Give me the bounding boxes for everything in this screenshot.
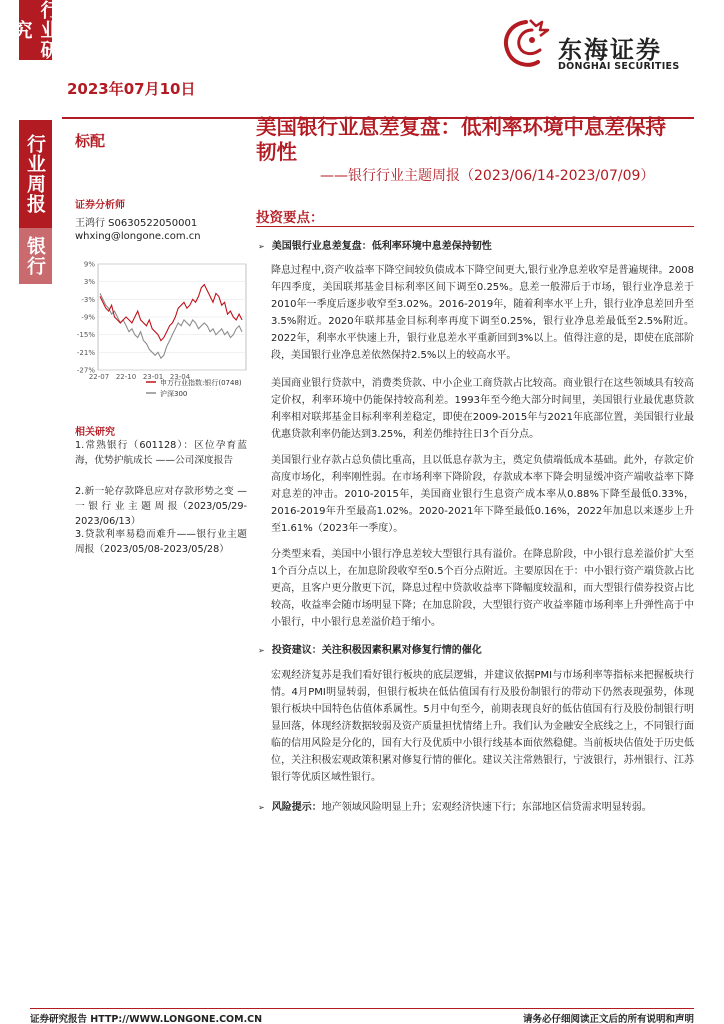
- paragraph: 分类型来看，美国中小银行净息差较大型银行具有溢价。在降息阶段，中小银行息差溢价扩大至1个百分点以上，在加息阶段收窄至0.5个百分点附近。主要原因在于：中小银行资产端贷款占比更高，且客户更分散更下沉，降息过程中贷款收益率下降幅度较温和，而大型银行债券投资占比较高，收益率会随市场明显下降；在加息阶段，大型银行资产收益率随市场利率上升弹性高于中小银行，中小银行息差溢价趋于缩小。: [271, 549, 694, 628]
- side-tab-industry-weekly: 行业周报: [19, 120, 52, 228]
- bullet-heading: 风险提示：: [271, 802, 322, 813]
- y-tick-label: -27%: [76, 366, 95, 375]
- legend-label-bank: 申万行业指数:银行(0748): [160, 379, 242, 387]
- series-line-bank: [100, 285, 242, 341]
- y-tick-label: -3%: [81, 295, 95, 304]
- y-tick-label: 9%: [83, 260, 95, 269]
- risk-text: 地产领域风险明显上升；宏观经济快速下行；东部地区信贷需求明显转弱。: [321, 802, 652, 813]
- key-points-divider: [256, 226, 694, 227]
- x-tick-label: 22-07: [88, 373, 110, 381]
- bullet-investment-advice: [258, 641, 482, 656]
- paragraph: 降息过程中,资产收益率下降空间较负债成本下降空间更大,银行业净息差收窄是普遍规律。2008年四季度，美国联邦基金目标利率区间下调至0.25%。息差一般滞后于市场，银行业净息差于2010年一季度后逐步收窄至3.02%。2016-2019年，随着利率水平上升，银行业净息差回升至3.5%附近。2020年联邦基金目标利率再度下调至0.25%，银行业净息差最低至2.5%附近。2022年，利率水平快速上升，银行业息差水平重新回到3%以上。值得注意的是，即使在底部阶段，美国银行业净息差依然保持2.5%以上的较高水平。: [271, 265, 694, 361]
- bullet-heading: 美国银行业息差复盘：低利率环境中息差保持韧性: [271, 241, 492, 252]
- paragraph: 美国商业银行贷款中，消费类贷款、中小企业工商贷款占比较高。商业银行在这些领域具有较高定价权，利率环境中仍能保持较高利差。1993年至今绝大部分时间里，美国银行业最优惠贷款利率相对联邦基金目标利率利差稳定，即使在2009-2015年与2021年底部位置，美国银行业最优惠贷款利率仍能达到3.25%，利差仍维持往日3个百分点。: [271, 378, 694, 440]
- y-tick-label: -21%: [76, 348, 95, 357]
- side-tab-industry-research: 行业研究: [10, 0, 60, 60]
- x-tick-label: 23-04: [169, 373, 191, 381]
- key-points-title: 投资要点：: [256, 210, 324, 226]
- related-item[interactable]: 3.贷款利率易稳而难升——银行业主题周报（2023/05/08-2023/05/28）: [75, 529, 247, 556]
- bullet-arrow-icon: ➢: [258, 646, 265, 655]
- bullet-heading: 投资建议：关注积极因素积累对修复行情的催化: [271, 645, 482, 656]
- report-title: 美国银行业息差复盘：低利率环境中息差保持韧性: [256, 115, 666, 164]
- industry-rating: 标配: [75, 132, 106, 150]
- paragraph: 宏观经济复苏是我们看好银行板块的底层逻辑，并建议依据PMI与市场利率等指标来把握板块行情。4月PMI明显转弱，但银行板块在低估值国有行及股份制银行的带动下仍然表现强势，体现银行板块中国特色估值体系属性。5月中旬至今，前期表现良好的低估值国有行及股份制银行明显回落，体现经济数据较弱及资产质量担忧情绪上升。我们认为金融安全底线之上，不同银行面临的信用风险是分化的，国有大行及优质中小银行线基本面依然稳健。当前板块估值处于历史低位，关注积极宏观政策积累对修复行情的催化。建议关注常熟银行，宁波银行，苏州银行、江苏银行等优质区域性银行。: [271, 670, 694, 783]
- logo-chinese-name: 东海证券: [558, 36, 662, 64]
- bullet-arrow-icon: ➢: [258, 242, 265, 251]
- report-subtitle: ——银行行业主题周报（2023/06/14-2023/07/09）: [320, 168, 655, 184]
- footer-divider: [30, 1008, 694, 1009]
- legend-label-hs300: 沪深300: [160, 390, 188, 398]
- logo-english-name: DONGHAI SECURITIES: [558, 61, 680, 72]
- analyst-email: whxing@longone.com.cn: [75, 231, 201, 242]
- x-tick-label: 22-10: [115, 373, 137, 381]
- dragon-logo-icon: [496, 16, 556, 76]
- related-research-label: 相关研究: [75, 427, 115, 438]
- report-date: 2023年07月10日: [67, 80, 196, 98]
- y-tick-label: -15%: [76, 331, 95, 340]
- footer-website[interactable]: 证券研究报告 HTTP://WWW.LONGONE.COM.CN: [30, 1014, 263, 1024]
- footer-disclaimer: 请务必仔细阅读正文后的所有说明和声明: [522, 1014, 694, 1024]
- related-item[interactable]: 2.新一轮存款降息应对存款形势之变 — 一 银 行 业 主 题 周 报（2023/05/29-2023/06/13）: [75, 486, 247, 528]
- company-logo: [496, 16, 696, 76]
- y-tick-label: 3%: [83, 278, 95, 287]
- index-performance-chart: [75, 260, 255, 400]
- y-tick-label: -9%: [81, 313, 95, 322]
- bullet-margin-review: [258, 237, 492, 252]
- bullet-risk-warning: [258, 798, 652, 813]
- side-tab-bank: 银行: [19, 228, 52, 284]
- x-tick-label: 23-01: [142, 373, 164, 381]
- related-item[interactable]: 1.常熟银行（601128）：区位孕育蓝海，优势护航成长 ——公司深度报告: [75, 440, 247, 467]
- analyst-name: 王鸿行 S0630522050001: [75, 218, 198, 229]
- bullet-arrow-icon: ➢: [258, 803, 265, 812]
- analyst-label: 证券分析师: [75, 200, 125, 211]
- paragraph: 美国银行业存款占总负债比重高，且以低息存款为主，奠定负债端低成本基础。此外，存款定价高度市场化，利率刚性弱。在市场利率下降阶段，存款成本率下降会明显缓冲资产端收益率下降对息差的冲击。2010-2015年，美国商业银行生息资产成本率从0.88%下降至最低0.33%，2016-2019年升至最高1.02%。2020-2021年下降至最低0.16%，2022年加息以来逐步上升至1.61%（2023年一季度）。: [271, 455, 694, 534]
